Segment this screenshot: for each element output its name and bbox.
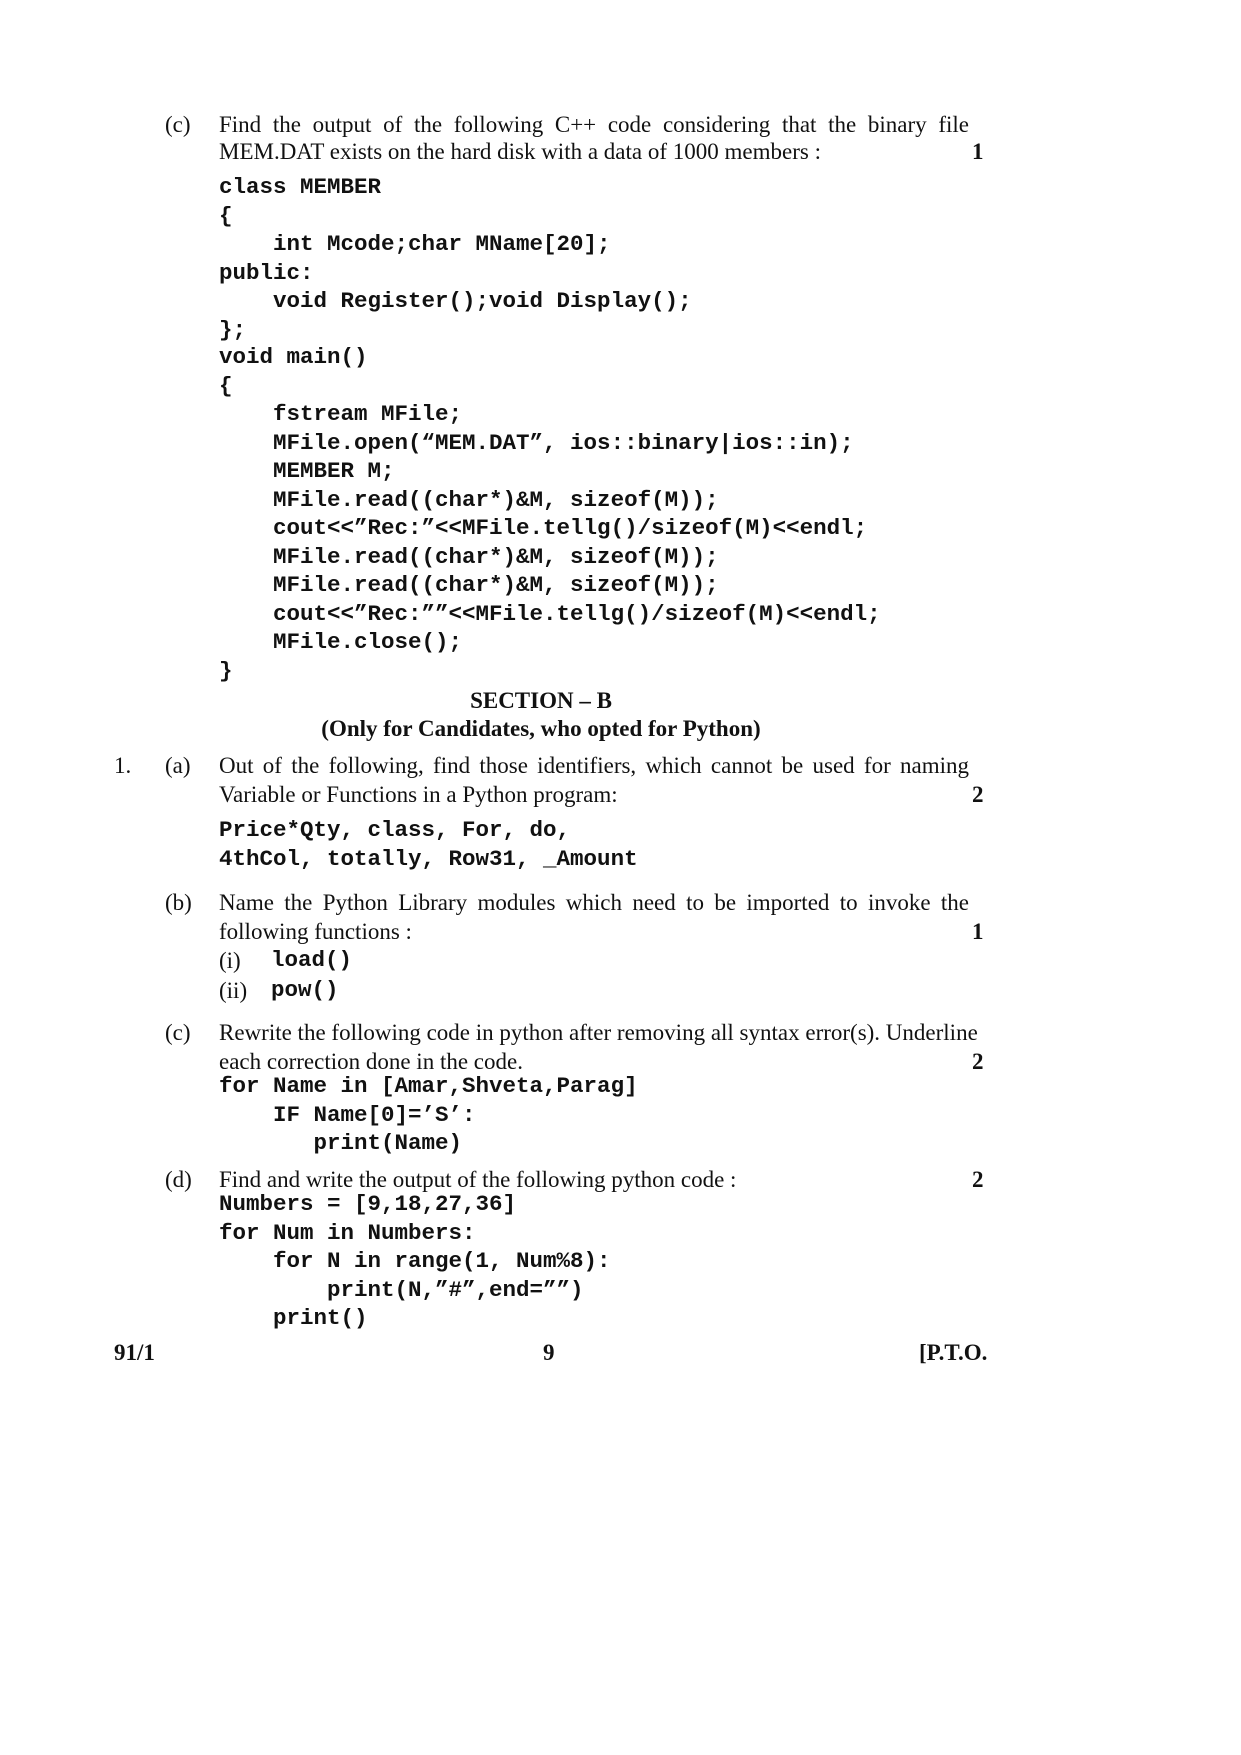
question-label: (b) — [165, 890, 192, 915]
sub-item-label: (i) — [219, 948, 241, 973]
question-label: (c) — [165, 112, 191, 137]
code-block: Price*Qty, class, For, do, 4thCol, totally, Row31, _Amount — [219, 817, 638, 872]
question-text-line1: Find and write the output of the following python code : — [219, 1167, 737, 1192]
marks: 1 — [972, 139, 984, 164]
footer-paper-code: 91/1 — [114, 1340, 155, 1365]
marks: 1 — [972, 919, 984, 944]
question-label: (a) — [165, 753, 191, 778]
question-text-line2: Variable or Functions in a Python program: — [219, 782, 618, 807]
question-text-line2: following functions : — [219, 919, 412, 944]
sub-item-code: pow() — [271, 977, 339, 1003]
marks: 2 — [972, 782, 984, 807]
code-block-main: void main() { fstream MFile; MFile.open(“MEM.DAT”, ios::binary|ios::in); MEMBER M; MFile.read((char*)&M, sizeof(M)); cout<<”Rec:”<<MFile.tellg()/sizeof(M)<<endl; MFile.read((char*)&M, sizeof(M)); MFile.read((char*)&M, sizeof(M)); cout<<”Rec:””<<MFile.tellg()/sizeof(M)<<endl; MFile.close(); } — [219, 344, 881, 684]
question-text-line1: Name the Python Library modules which need to be imported to invoke the — [219, 890, 969, 915]
question-label: (d) — [165, 1167, 192, 1192]
marks: 2 — [972, 1049, 984, 1074]
question-text-line2: each correction done in the code. — [219, 1049, 523, 1074]
marks: 2 — [972, 1167, 984, 1192]
section-subtitle: (Only for Candidates, who opted for Python) — [321, 716, 761, 741]
footer-pto: [P.T.O. — [919, 1340, 988, 1365]
sub-item-code: load() — [271, 947, 353, 973]
question-label: (c) — [165, 1020, 191, 1045]
section-title: SECTION – B — [470, 688, 612, 713]
code-block: Numbers = [9,18,27,36] for Num in Numbers: for N in range(1, Num%8): print(N,”#”,end=””) print() — [219, 1191, 611, 1331]
question-text-line2: MEM.DAT exists on the hard disk with a data of 1000 members : — [219, 139, 821, 164]
question-text-line1: Rewrite the following code in python after removing all syntax error(s). Underline — [219, 1020, 978, 1045]
sub-item-label: (ii) — [219, 978, 248, 1003]
footer-page-number: 9 — [543, 1340, 555, 1365]
code-block-class: class MEMBER { int Mcode;char MName[20]; public: void Register();void Display(); }; — [219, 174, 692, 343]
code-block: for Name in [Amar,Shveta,Parag] IF Name[0]=’S’: print(Name) — [219, 1073, 638, 1156]
question-text-line1: Out of the following, find those identifiers, which cannot be used for naming — [219, 753, 969, 778]
question-text-line1: Find the output of the following C++ code considering that the binary file — [219, 112, 969, 137]
question-number: 1. — [114, 753, 132, 778]
